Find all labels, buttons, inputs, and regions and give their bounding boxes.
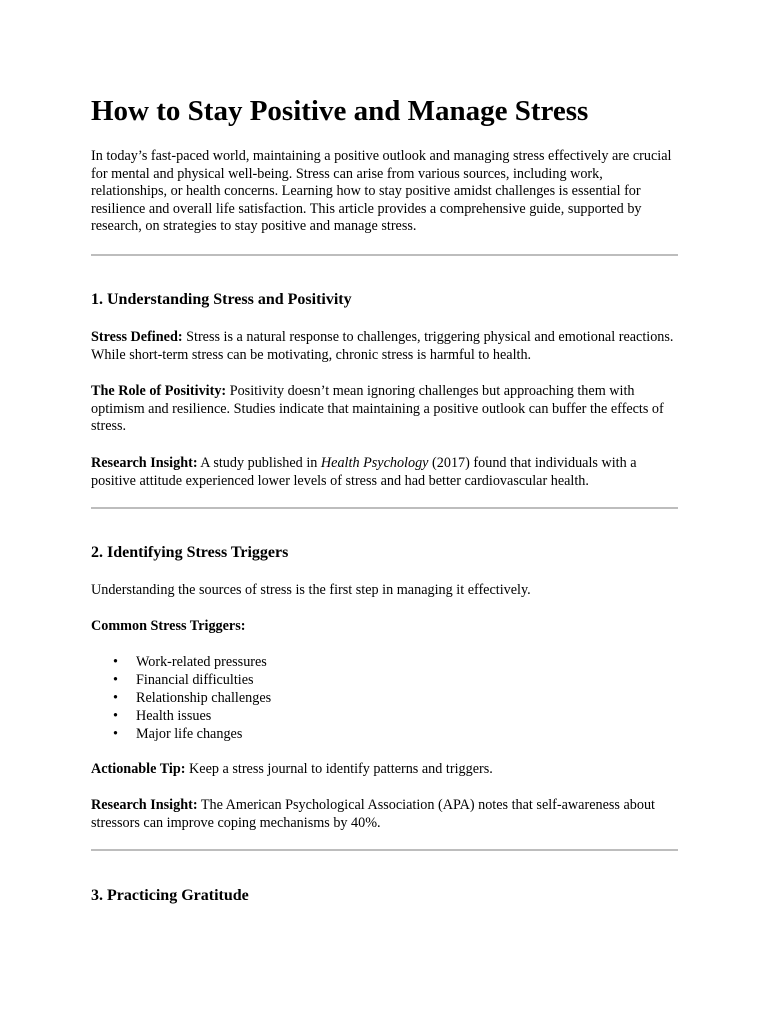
bullet-icon: •	[113, 672, 118, 688]
research-insight-1-text-before: A study published in	[197, 455, 321, 471]
bullet-icon: •	[113, 654, 118, 670]
triggers-label: Common Stress Triggers:	[91, 618, 246, 634]
research-insight-2-label: Research Insight:	[91, 797, 198, 813]
section-3-heading: 3. Practicing Gratitude	[91, 887, 249, 904]
stress-defined-paragraph	[91, 329, 678, 364]
research-insight-1-label: Research Insight:	[91, 455, 198, 471]
stress-defined-label: Stress Defined:	[91, 329, 183, 345]
section-2-intro: Understanding the sources of stress is the first step in managing it effectively.	[91, 582, 531, 598]
triggers-list	[91, 654, 271, 744]
bullet-icon: •	[113, 690, 118, 706]
section-divider	[91, 254, 678, 256]
page-title: How to Stay Positive and Manage Stress	[91, 95, 589, 127]
list-item: • Relationship challenges	[113, 690, 272, 706]
list-item: • Work-related pressures	[113, 654, 267, 670]
research-insight-2-paragraph	[91, 797, 678, 832]
stress-defined-text: Stress is a natural response to challenges, triggering physical and emotional reactions. While short-term stress can be motivating, chronic stress is harmful to health.	[91, 329, 674, 363]
section-1-heading: 1. Understanding Stress and Positivity	[91, 291, 352, 308]
role-of-positivity-text: Positivity doesn’t mean ignoring challenges but approaching them with optimism and resilience. Studies indicate that maintaining a positive outlook can buffer the effects of stress.	[91, 383, 664, 435]
research-insight-1-paragraph	[91, 455, 678, 490]
research-insight-2-text: The American Psychological Association (APA) notes that self-awareness about stressors can improve coping mechanisms by 40%.	[91, 797, 655, 831]
role-of-positivity-label: The Role of Positivity:	[91, 383, 227, 399]
section-divider	[91, 849, 678, 851]
bullet-icon: •	[113, 708, 118, 724]
actionable-tip-label: Actionable Tip:	[91, 761, 186, 777]
intro-paragraph: In today’s fast-paced world, maintaining a positive outlook and managing stress effectively are crucial for mental and physical well-being. Stress can arise from various sources, including work, relationships, or health concerns. Learning how to stay positive amidst challenges is essential for resilience and overall life satisfaction. This article provides a comprehensive guide, supported by research, on strategies to stay positive and manage stress.	[91, 148, 672, 235]
section-divider	[91, 507, 678, 509]
list-item: • Major life changes	[113, 726, 243, 742]
actionable-tip-text: Keep a stress journal to identify patterns and triggers.	[185, 761, 493, 777]
journal-name: Health Psychology	[320, 455, 429, 471]
section-2-heading: 2. Identifying Stress Triggers	[91, 544, 289, 561]
bullet-icon: •	[113, 726, 118, 742]
list-item: • Financial difficulties	[113, 672, 254, 688]
role-of-positivity-paragraph	[91, 383, 678, 436]
list-item: • Health issues	[113, 708, 212, 724]
research-insight-1-text-after: (2017) found that individuals with a positive attitude experienced lower levels of stress and had better cardiovascular health.	[91, 455, 637, 489]
actionable-tip-paragraph	[91, 761, 678, 779]
